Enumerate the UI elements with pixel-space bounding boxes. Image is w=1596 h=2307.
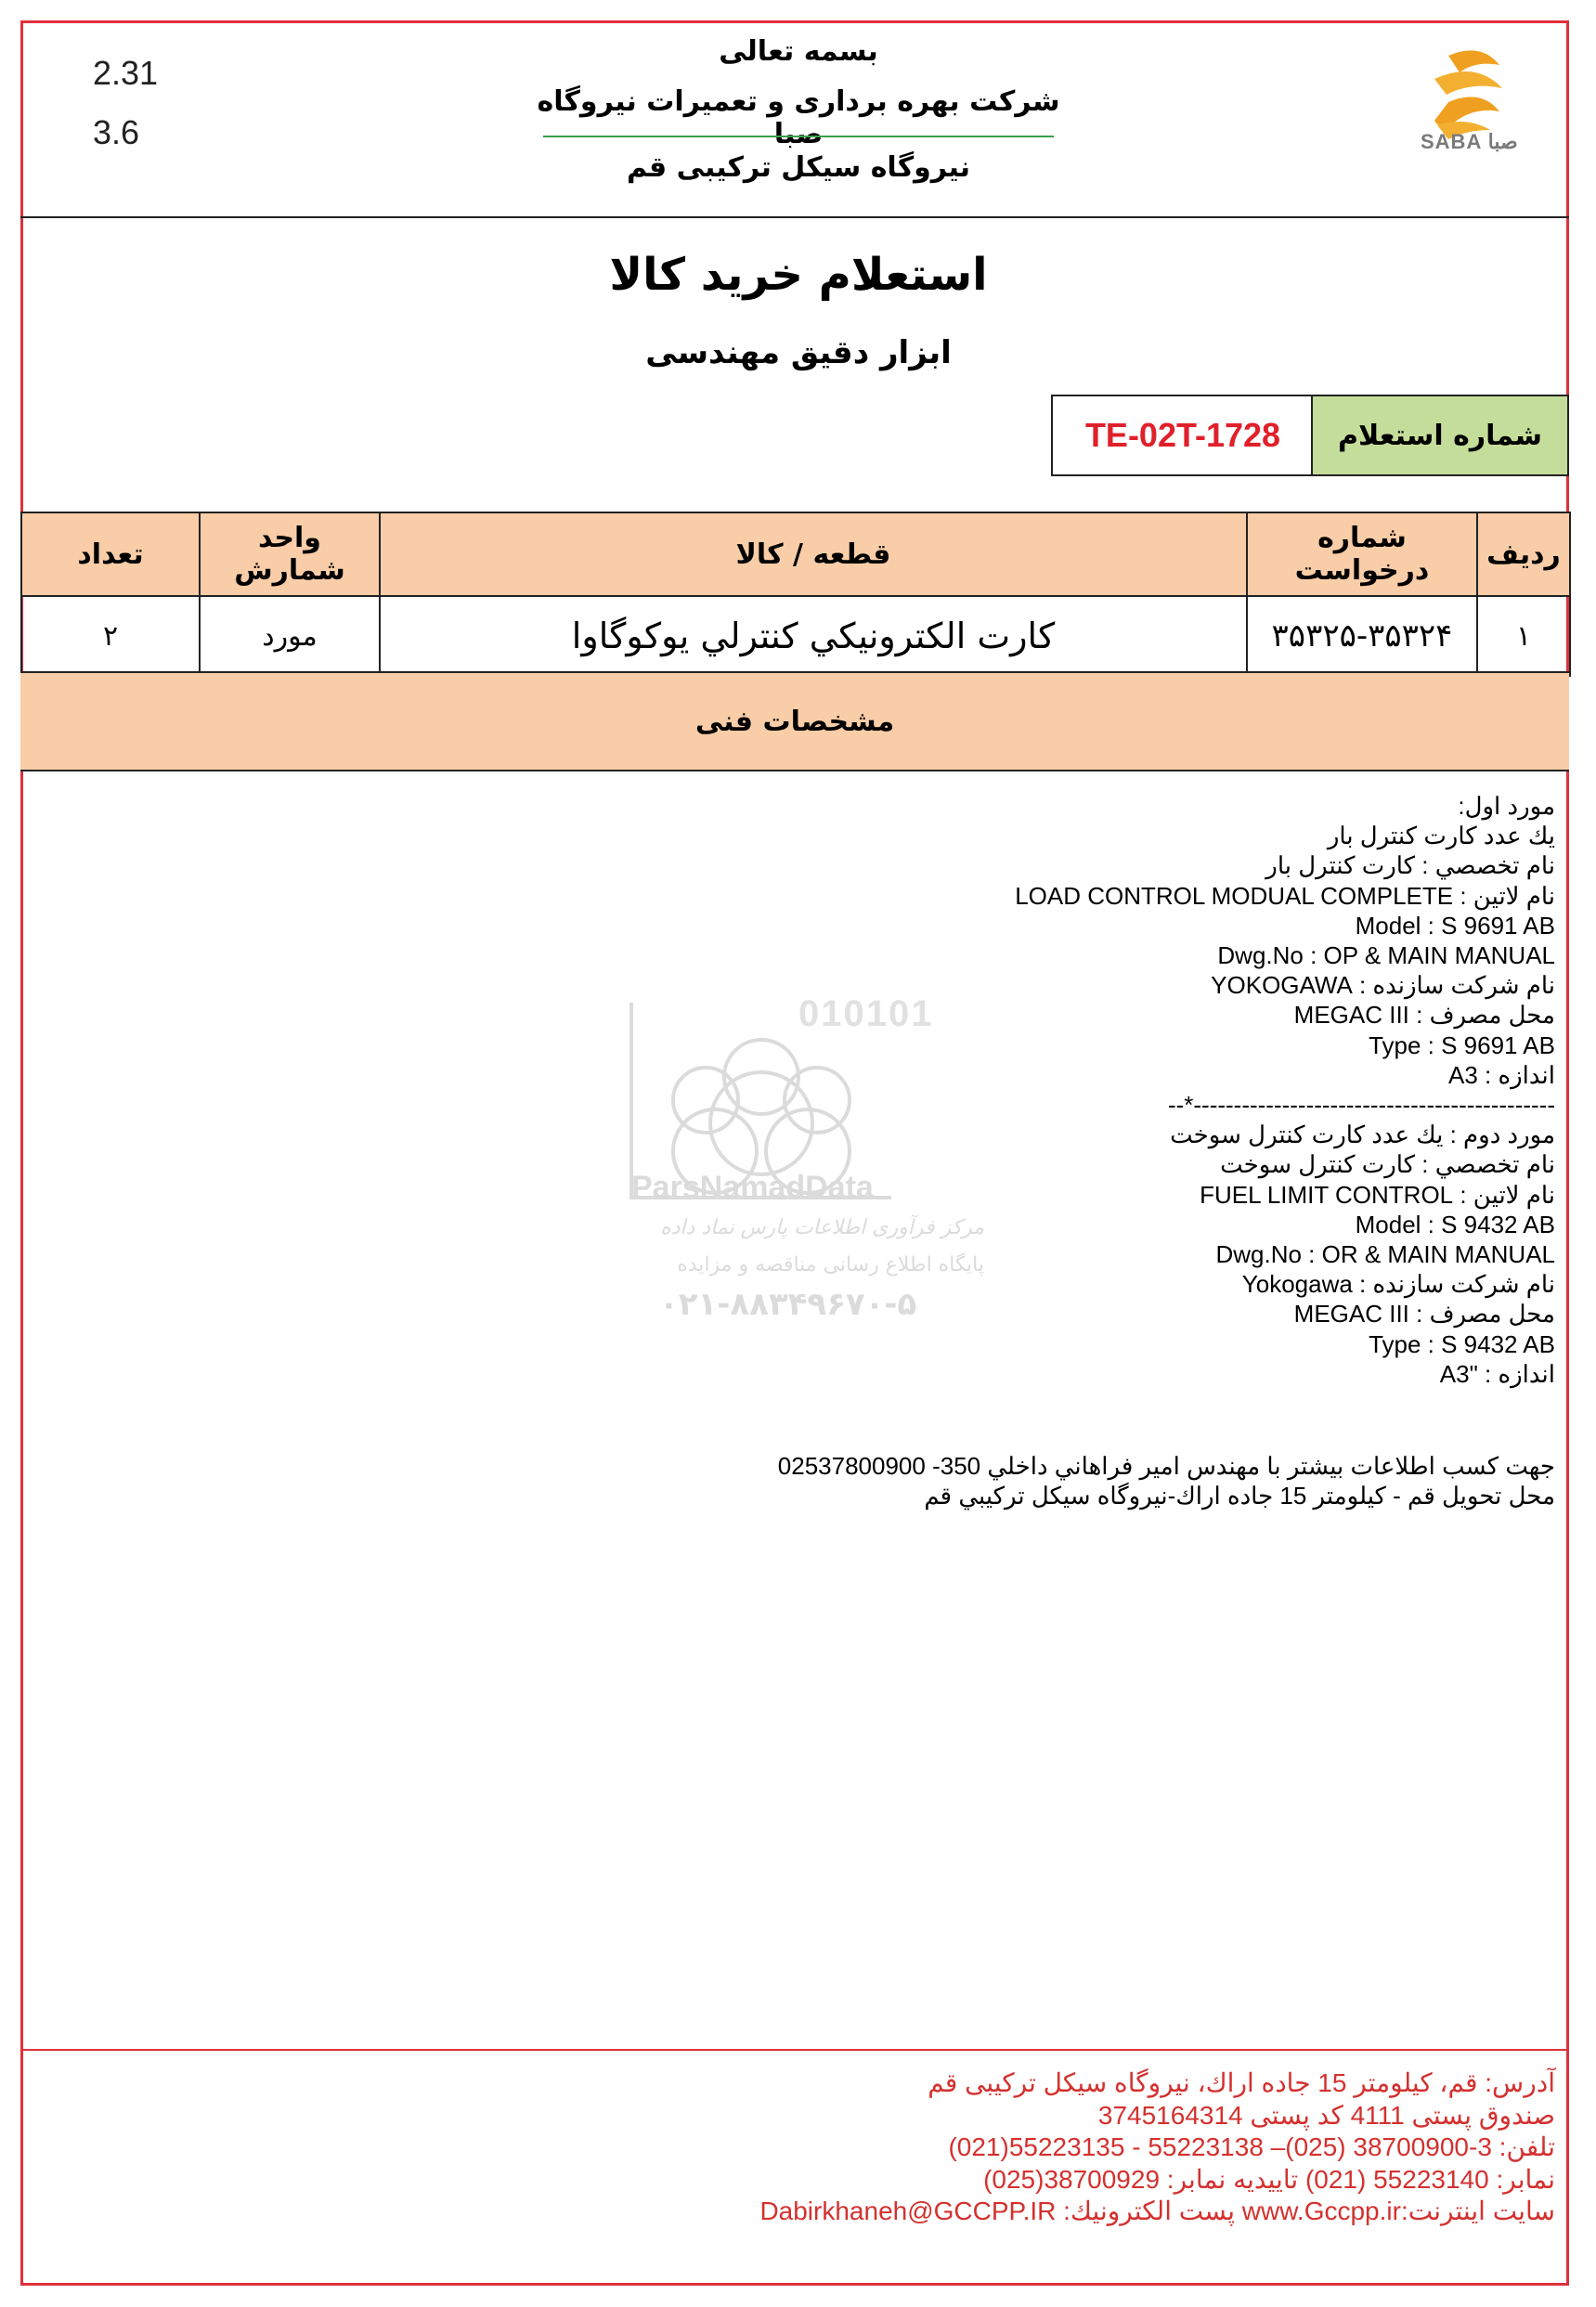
table-row bbox=[21, 596, 1570, 676]
spec-line: يك عدد كارت كنترل بار bbox=[1327, 822, 1555, 850]
page-title: استعلام خرید کالا bbox=[609, 249, 988, 301]
header-row-number: ردیف bbox=[1477, 512, 1570, 596]
footer-phone: تلفن: 3-38700900 (025)– 55223138 - 55223135(021) bbox=[948, 2132, 1555, 2161]
footer-address: آدرس: قم، كيلومتر 15 جاده اراك، نيروگاه سيكل تركيبى قم bbox=[928, 2068, 1555, 2097]
page-subtitle: ابزار دقیق مهندسی bbox=[645, 334, 952, 371]
cell-unit: مورد bbox=[200, 596, 380, 676]
header-underline bbox=[543, 136, 1054, 137]
footer-web-email: سايت اينترنت:www.Gccpp.ir پست الكترونيك: Dabirkhaneh@GCCPP.IR bbox=[759, 2197, 1555, 2225]
cell-row-number: ۱ bbox=[1477, 596, 1570, 676]
spec-line: Type : S 9691 AB bbox=[1369, 1030, 1555, 1059]
bismillah: بسمه تعالی bbox=[719, 35, 878, 68]
items-table-header bbox=[21, 512, 1570, 596]
footer-fax: نمابر: 55223140 (021) تاييديه نمابر: 38700929(025) bbox=[983, 2164, 1555, 2194]
company-name: شرکت بهره برداری و تعمیرات نیروگاه صبا bbox=[537, 85, 1060, 150]
spec-line: نام لاتين : FUEL LIMIT CONTROL bbox=[1200, 1180, 1555, 1209]
plant-name: نیروگاه سیکل ترکیبی قم bbox=[627, 151, 970, 184]
doc-number-2: 3.6 bbox=[93, 113, 140, 151]
spec-line: نام لاتين : LOAD CONTROL MODUAL COMPLETE bbox=[1015, 881, 1555, 910]
spec-line: Type : S 9432 AB bbox=[1369, 1329, 1555, 1358]
footer-divider bbox=[20, 2049, 1569, 2051]
inquiry-number-box bbox=[1051, 395, 1313, 476]
watermark-binary: 010101 bbox=[798, 993, 934, 1034]
spec-line: نام شركت سازنده : Yokogawa bbox=[1241, 1270, 1555, 1299]
spec-line: Model : S 9432 AB bbox=[1355, 1210, 1555, 1238]
spec-line: نام شركت سازنده : YOKOGAWA bbox=[1211, 971, 1555, 1000]
cell-quantity: ۲ bbox=[21, 596, 200, 676]
inquiry-label-box bbox=[1311, 395, 1569, 476]
spec-line: Dwg.No : OP & MAIN MANUAL bbox=[1217, 941, 1555, 970]
header-unit: واحد شمارش bbox=[200, 512, 380, 596]
spec-line: مورد دوم : يك عدد كارت كنترل سوخت bbox=[1170, 1121, 1555, 1149]
spec-line: مورد اول: bbox=[1458, 792, 1555, 820]
spec-header: مشخصات فنی bbox=[20, 671, 1569, 771]
watermark-line2: پایگاه اطلاع رسانی مناقصه و مزایده bbox=[677, 1253, 984, 1277]
spec-line: اندازه : "A3 bbox=[1439, 1359, 1555, 1388]
spec-line: محل مصرف : MEGAC III bbox=[1293, 1300, 1555, 1328]
contact-info bbox=[778, 1451, 1555, 1510]
saba-logo-icon bbox=[1393, 37, 1541, 186]
header-quantity: تعداد bbox=[21, 512, 200, 596]
spec-line: ---------------------------------------------*-- bbox=[1167, 1091, 1555, 1120]
contact-line: جهت كسب اطلاعات بيشتر با مهندس امير فراهاني داخلي 350- 02537800900 bbox=[777, 1452, 1555, 1480]
header-divider bbox=[20, 216, 1569, 218]
header-item: قطعه / کالا bbox=[380, 512, 1247, 596]
saba-logo bbox=[1393, 37, 1541, 186]
footer-postal: صندوق پستى 4111 كد پستى 3745164314 bbox=[1097, 2100, 1555, 2130]
watermark-phone: ۰۲۱-۸۸۳۴۹۶۷۰-۵ bbox=[659, 1286, 917, 1323]
doc-number-1: 2.31 bbox=[93, 54, 159, 92]
watermark-line1: مرکز فرآوری اطلاعات پارس نماد داده bbox=[660, 1216, 984, 1239]
spec-line: Model : S 9691 AB bbox=[1355, 911, 1555, 940]
spec-line: نام تخصصي : كارت كنترل سوخت bbox=[1220, 1150, 1555, 1179]
logo-text-latin: SABA bbox=[1421, 130, 1482, 153]
contact-line: محل تحويل قم - كيلومتر 15 جاده اراك-نيروگاه سيكل تركيبي قم bbox=[924, 1482, 1555, 1510]
header-request-number: شماره درخواست bbox=[1247, 512, 1477, 596]
spec-line: محل مصرف : MEGAC III bbox=[1293, 1001, 1555, 1030]
spec-line: Dwg.No : OR & MAIN MANUAL bbox=[1215, 1240, 1555, 1269]
items-table bbox=[20, 512, 1571, 677]
cell-request-number: ۳۵۳۲۵-۳۵۳۲۴ bbox=[1247, 596, 1477, 676]
cell-item: کارت الکترونيکي کنترلي يوکوگاوا bbox=[380, 596, 1247, 676]
spec-text bbox=[905, 791, 1555, 1389]
logo-text-farsi: صبا bbox=[1487, 130, 1518, 153]
inquiry-number: TE-02T-1728 bbox=[1084, 416, 1281, 454]
watermark-brand: ParsNamadData bbox=[631, 1170, 874, 1205]
spec-line: نام تخصصي : كارت كنترل بار bbox=[1265, 851, 1555, 880]
spec-line: اندازه : A3 bbox=[1448, 1060, 1555, 1089]
footer bbox=[759, 2067, 1555, 2228]
inquiry-label: شماره استعلام bbox=[1337, 419, 1543, 452]
